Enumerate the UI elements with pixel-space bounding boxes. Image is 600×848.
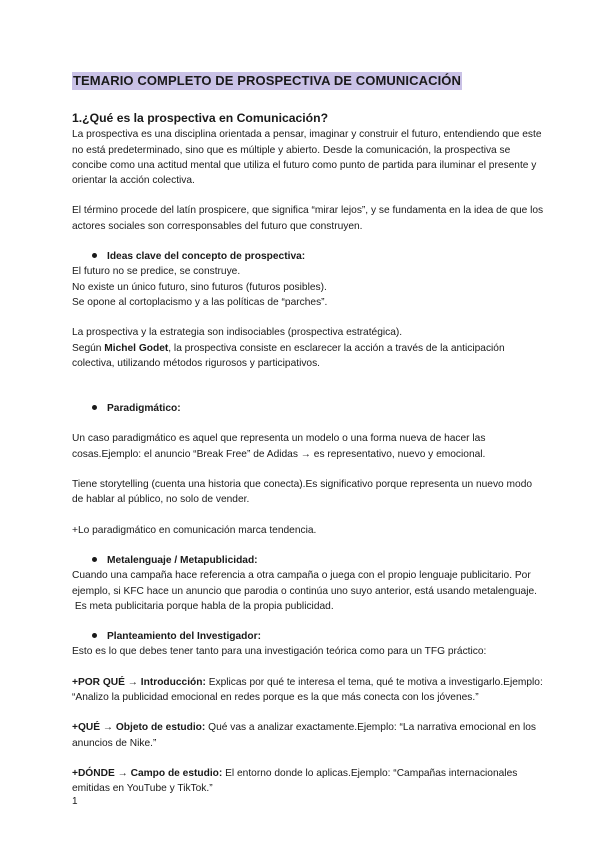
paragraph-line: Se opone al cortoplacismo y a las políticas de “parches”. xyxy=(72,296,328,308)
paragraph-line: El futuro no se predice, se construye. xyxy=(72,266,241,278)
paragraph-line: “Analizo la publicidad emocional en redes porque es la que más conecta con los jóvenes.” xyxy=(72,692,479,704)
term-label: +DÓNDE → Campo de estudio: xyxy=(72,767,223,779)
paragraph-line: orientar la acción colectiva. xyxy=(72,175,195,187)
paragraph-line: concibe como una actitud mental que utiliza el futuro como punto de partida para iluminar el presente y xyxy=(72,159,537,171)
paragraph-line: +Lo paradigmático en comunicación marca tendencia. xyxy=(72,524,317,536)
paragraph-line: anuncios de Nike.” xyxy=(72,737,157,749)
paragraph-line: cosas.Ejemplo: el anuncio “Break Free” de Adidas → es representativo, nuevo y emocional. xyxy=(72,448,486,460)
document-body xyxy=(72,111,592,797)
bullet-icon xyxy=(92,557,97,562)
bullet-icon xyxy=(92,253,97,258)
paragraph-line: No existe un único futuro, sino futuros (futuros posibles). xyxy=(72,281,327,293)
paragraph-line: Un caso paradigmático es aquel que representa un modelo o una forma nueva de hacer las xyxy=(72,433,486,445)
paragraph-line xyxy=(72,675,592,690)
section-heading: 1.¿Qué es la prospectiva en Comunicación? xyxy=(72,111,329,125)
paragraph-line: actores sociales son corresponsables del futuro que construyen. xyxy=(72,220,363,232)
paragraph-line xyxy=(72,720,592,735)
paragraph-line: La prospectiva y la estrategia son indisociables (prospectiva estratégica). xyxy=(72,327,403,339)
text-run: El entorno donde lo aplicas.Ejemplo: “Campañas internacionales xyxy=(222,767,518,779)
bullet-label: Ideas clave del concepto de prospectiva: xyxy=(107,251,306,263)
paragraph-line: colectiva, utilizando métodos rigurosos y participativos. xyxy=(72,357,321,369)
paragraph-line: La prospectiva es una disciplina orientada a pensar, imaginar y construir el futuro, entendiendo que este xyxy=(72,129,542,141)
bullet-label: Planteamiento del Investigador: xyxy=(107,631,261,643)
text-run: Explicas por qué te interesa el tema, qué te motiva a investigarlo.Ejemplo: xyxy=(205,676,543,688)
paragraph-line: ejemplo, si KFC hace un anuncio que parodia o continúa uno suyo anterior, está usando metalenguaje. xyxy=(72,585,537,597)
bullet-heading-plan xyxy=(72,629,592,644)
author-name: Michel Godet xyxy=(104,342,169,354)
bullet-icon xyxy=(92,405,97,410)
bullet-heading-meta xyxy=(72,553,592,568)
paragraph-line: El término procede del latín prospicere, que significa “mirar lejos”, y se fundamenta en la idea de que los xyxy=(72,205,544,217)
bullet-heading-ideas xyxy=(72,249,592,264)
text-run: Qué vas a analizar exactamente.Ejemplo: “La narrativa emocional en los xyxy=(205,722,537,734)
paragraph-line: Es meta publicitaria porque habla de la propia publicidad. xyxy=(72,600,334,612)
paragraph-line: no está predeterminado, sino que es múltiple y abierto. Desde la comunicación, la prospectiva se xyxy=(72,144,511,156)
paragraph-line: Esto es lo que debes tener tanto para una investigación teórica como para un TFG práctico: xyxy=(72,646,487,658)
bullet-label: Paradigmático: xyxy=(107,403,181,415)
term-label: +POR QUÉ → Introducción: xyxy=(72,676,206,688)
paragraph-line: Cuando una campaña hace referencia a otra campaña o juega con el propio lenguaje publicitario. Por xyxy=(72,570,531,582)
page-title: TEMARIO COMPLETO DE PROSPECTIVA DE COMUNICACIÓN xyxy=(73,73,461,88)
page-number: 1 xyxy=(72,796,78,807)
paragraph-line: de hablar al público, no solo de vender. xyxy=(72,494,250,506)
bullet-label: Metalenguaje / Metapublicidad: xyxy=(107,554,258,566)
bullet-heading-paradigm xyxy=(72,401,592,416)
text-run: Según xyxy=(72,342,105,354)
bullet-icon xyxy=(92,633,97,638)
paragraph-line: emitidas en YouTube y TikTok.” xyxy=(72,783,213,795)
paragraph-line xyxy=(72,341,592,356)
text-run: , la prospectiva consiste en esclarecer la acción a través de la anticipación xyxy=(168,342,505,354)
paragraph-line: Tiene storytelling (cuenta una historia que conecta).Es significativo porque representa un nuevo modo xyxy=(72,479,533,491)
term-label: +QUÉ → Objeto de estudio: xyxy=(72,722,206,734)
paragraph-line xyxy=(72,766,592,781)
